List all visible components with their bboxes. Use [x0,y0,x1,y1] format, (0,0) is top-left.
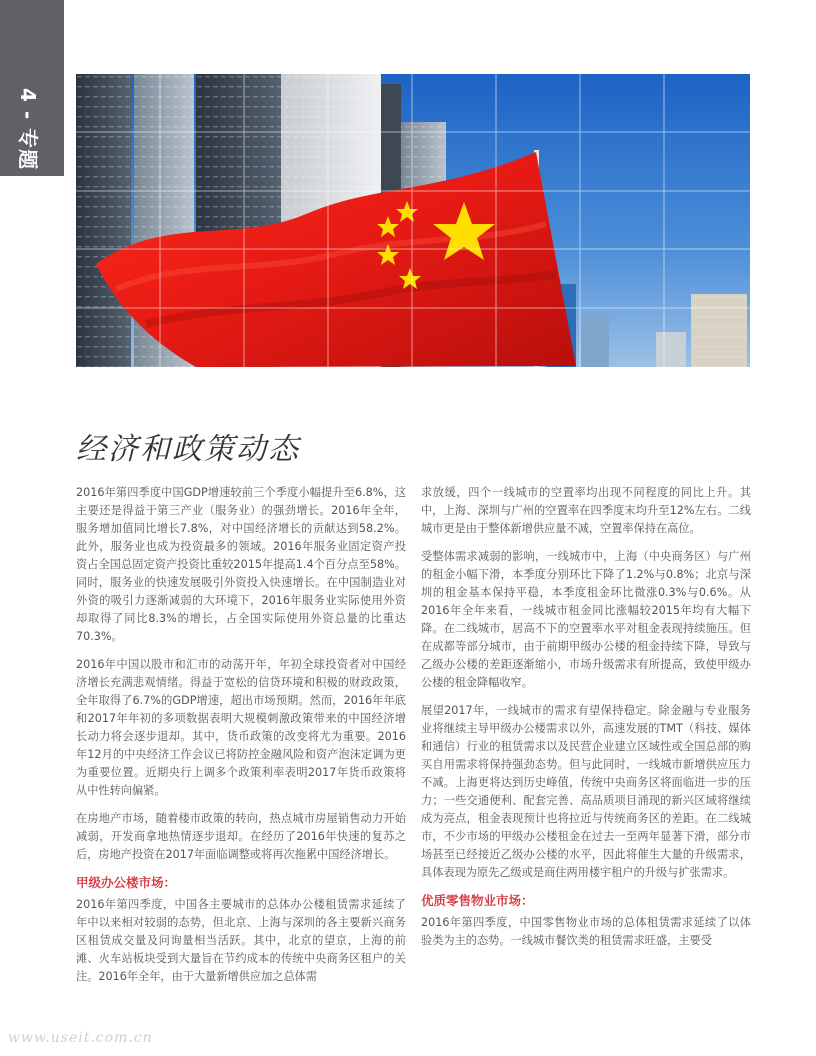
watermark: www.useit.com.cn [8,1030,153,1046]
right-column [421,484,751,960]
paragraph: 展望2017年，一线城市的需求有望保持稳定。除金融与专业服务业将继续主导甲级办公楼需求以外，高速发展的TMT（科技、媒体和通信）行业的租赁需求以及民营企业建立区域性或全国总部的购买自用需求将保持强劲态势。但与此同时，一线城市新增供应压力不减。上海更将达到历史峰值，传统中央商务区将面临进一步的压力；一些交通便利、配套完善、高品质项目涌现的新兴区域将继续成为亮点，租金表现预计也将拉近与传统商务区的差距。在二线城市，不少市场的甲级办公楼租金在过去一至两年显著下滑，部分市场甚至已经接近乙级办公楼的水平，因此将催生大量的升级需求，具体表现为原先乙级或是商住两用楼宇租户的升级与扩张需求。 [421,704,751,879]
paragraph: 2016年中国以股市和汇市的动荡开年，年初全球投资者对中国经济增长充满悲观情绪。得益于宽松的信贷环境和积极的财政政策，全年取得了6.7%的GDP增速，超出市场预期。然而，2016年年底和2017年年初的多项数据表明大规模刺激政策带来的中国经济增长动力将会逐步退却。其中，货币政策的改变将尤为重要。2016年12月的中央经济工作会议已将防控金融风险和资产泡沫定调为更为重要位置。近期央行上调多个政策利率表明2017年货币政策将从中性转向偏紧。 [76,658,406,797]
paragraph: 2016年第四季度中国GDP增速较前三个季度小幅提升至6.8%，这主要还是得益于第三产业（服务业）的强劲增长。2016年全年，服务增加值同比增长7.8%，对中国经济增长的贡献达到58.2%。此外，服务业也成为投资最多的领域。2016年服务业固定资产投资占全国总固定资产投资比重较2015年提高1.4个百分点至58%。同时，服务业的快速发展吸引外资投入快速增长。在中国制造业对外资的吸引力逐渐减弱的大环境下，2016年服务业实际使用外资却取得了同比8.3%的增长，占全国实际使用外资总量的比重达70.3%。 [76,486,406,643]
paragraph: 2016年第四季度，中国各主要城市的总体办公楼租赁需求延续了年中以来相对较弱的态势，但北京、上海与深圳的各主要新兴商务区租赁成交量及问询量相当活跃。其中，北京的望京，上海的前滩、火车站板块受到大量旨在节约成本的传统中央商务区租户的关注。2016年全年，由于大量新增供应加之总体需 [76,898,406,983]
paragraph: 受整体需求减弱的影响，一线城市中，上海（中央商务区）与广州的租金小幅下滑，本季度分别环比下降了1.2%与0.8%；北京与深圳的租金基本保持平稳，本季度租金环比微涨0.3%与0.6%。从2016年全年来看，一线城市租金同比涨幅较2015年均有大幅下降。在二线城市，居高不下的空置率水平对租金表现持续施压。但在成都等部分城市，由于前期甲级办公楼的租金持续下降，导致与乙级办公楼的差距逐渐缩小，市场升级需求有所提高，致使甲级办公楼的租金降幅收窄。 [421,550,751,689]
side-tab-label: 4 - 专题 [16,88,40,171]
paragraph: 2016年第四季度，中国零售物业市场的总体租赁需求延续了以体验类为主的态势。一线城市餐饮类的租赁需求旺盛，主要受 [421,916,751,947]
retail-market-heading: 优质零售物业市场： [421,893,534,908]
office-market-heading: 甲级办公楼市场： [76,875,177,890]
left-column [76,484,406,996]
hero-image-flag [76,74,750,367]
section-side-tab [0,0,64,176]
flag-skyline-illustration [76,74,750,367]
paragraph: 在房地产市场，随着楼市政策的转向，热点城市房屋销售动力开始减弱，开发商拿地热情逐步退却。在经历了2016年快速的复苏之后，房地产投资在2017年面临调整或将再次拖累中国经济增长。 [76,812,406,861]
paragraph: 求放缓，四个一线城市的空置率均出现不同程度的同比上升。其中，上海、深圳与广州的空置率在四季度末均升至12%左右。二线城市更是由于整体新增供应量不减，空置率保持在高位。 [421,486,751,535]
section-title: 经济和政策动态 [76,432,300,467]
